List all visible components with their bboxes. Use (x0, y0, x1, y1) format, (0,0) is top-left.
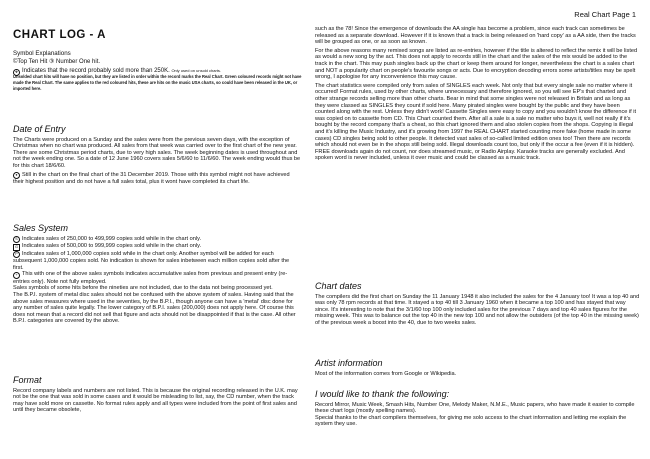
page-title: CHART LOG - A (13, 29, 106, 41)
accumulative-sales-icon: + (13, 272, 20, 279)
still-in-chart-text: Still in the chart on the final chart of the 31 December 2019. Those with this symbol might not have achieved their highest position and do not have a full sales total, plus it wont have completed its chart life. (13, 171, 290, 186)
chart-dates-section (315, 283, 640, 327)
sales-line-2-text: Indicates sales of 500,000 to 999,999 copies sold while in the chart only. (22, 243, 202, 250)
thanks-heading: I would like to thank the following: (315, 389, 450, 399)
artist-information-section (315, 360, 640, 377)
thanks-text-1: Record Mirror, Music Week, Smash Hits, Number One, Melody Maker, N.M.E., Music papers, who have made it easier to compile these chart logs (mostly spelling names). (315, 401, 635, 415)
unsold-note: Unsolded chart hits will have no position, but they are listed in order within the record marks the Real Chart. Green coloured records might not have made the Real Chart. The same applies to the red coloured hits, these are hits on the music USA charts, so could have been released in the UK, or imported here. (13, 74, 302, 92)
sales-line-4-text: This with one of the above sales symbols indicates accumulative sales from previous and present entry (re-entries only). Note not fully employed. (13, 271, 288, 285)
date-of-entry-section (13, 126, 301, 188)
artist-information-text: Most of the information comes from Google or Wikipedia. (315, 370, 457, 377)
page-label: Real Chart Page 1 (574, 10, 636, 19)
right-column (315, 26, 640, 164)
aa-single-text: such as the 78! Since the emergence of downloads the AA single has become a problem, since each track can sometimes be released as a separate download. However if it is known that a track is being released on 'hard copy' as a AA side, then the tracks will be grouped as one, or as soon as known. (315, 26, 636, 46)
format-section (13, 377, 301, 414)
sales-line-4 (13, 271, 301, 285)
date-of-entry-heading: Date of Entry (13, 124, 66, 134)
artist-information-heading: Artist information (315, 358, 383, 368)
symbols-top-ten: ©Top Ten Hit ③ Number One hit. (13, 59, 101, 65)
probably-sold-small-text: Only used on unsold charts. (171, 68, 222, 73)
platinum-sales-icon: P (13, 251, 20, 258)
probably-sold-text: Indicates that the record probably sold more than 250K. (22, 68, 170, 74)
thanks-text-2: Special thanks to the chart compilers themselves, for giving me solo access to the chart information and letting me explain the system they use. (315, 414, 627, 428)
gold-sales-icon: G (13, 244, 20, 251)
sales-line-3 (13, 251, 301, 272)
format-heading: Format (13, 375, 42, 385)
sales-system-heading: Sales System (13, 223, 69, 233)
sales-line-5: Sales symbols of some hits before the nineties are not included, due to the data not being processed yet. (13, 285, 273, 292)
sales-line-1-text: Indicates sales of 250,000 to 499,999 copies sold while in the chart only. (22, 235, 202, 242)
remix-text: For the above reasons many remixed songs are listed as re-entries, however if the title is altered to reflect the remix it will be listed as would a new song by the act. This does not apply to records still in the chart and the sales of the mix would be added to the track in the chart. This may push singles back up the chart or keep them around for longer, nevertheless the chart is a sales chart and NOT a popularity chart on people's favourite songs or acts. Due to encryption decoding errors some artists/titles may be spelt wrong, I apologise for any inconvenience this may cause. (315, 47, 638, 81)
sales-line-2 (13, 243, 301, 251)
thanks-section (315, 391, 640, 428)
chart-dates-heading: Chart dates (315, 281, 362, 291)
symbols-heading: Symbol Explanations (13, 50, 71, 57)
sales-line-1 (13, 236, 301, 244)
silver-sales-icon: S (13, 236, 20, 243)
probably-sold-icon: ❖ (14, 69, 19, 74)
sales-line-3-text: Indicates sales of 1,000,000 copies sold while in the chart only. Another symbol will be added for each subsequent 1,000,000 copies sold. No indication is shown for sales inbetween each million copies sold after the first. (13, 250, 290, 271)
sales-line-6: The B.P.I. system of metal disc sales should not be confused with the above system of sales. Having said that the above sales measures where used in the seventies, by the B.P.I., though anyone can have a 'metal' disc done for any number of sales quite legally. The lower category of B.P.I. sales (200,000) does not apply here. Of course this does not mean that a record did not sell that figure and acts should not be disappointed if that is the case. All other B.P.I. categories are covered by the above. (13, 291, 296, 325)
sales-system-section (13, 225, 301, 325)
format-text: Record company labels and numbers are not listed. This is because the original recording released in the U.K. may not be the one that was sold in some cases and it would be misleading to list, say, the CD number, when the track may have sold more on cassette. No format rules apply and all types were included from the point of first sales and until they became obsolete, (13, 387, 298, 414)
date-of-entry-text: The Charts were produced on a Sunday and the sales were from the previous seven days, with the exception of Christmas when no chart was produced. All sales from that week was carried over to the first chart of the new year. There are some Christmas period charts, due to very high sales. The week beginning dates is used throughout and not the week ending one. So a date of 12 June 1960 covers sales 5/6/60 to 11/6/60. The week ending would thus be for this chart 18/6/60. (13, 136, 301, 169)
still-in-chart-line (13, 172, 301, 186)
still-in-chart-icon: ● (13, 172, 20, 179)
chart-dates-text: The compilers did the first chart on Sunday the 11 January 1948 it also included the sales for the 4 January too! It was a top 40 and was only 78 rpm records at that time. It stayed a top 40 till 3 January 1960 when it became a top 100 and has stayed that way since. It's interesting to note that the 3/1/60 top 100 only included sales for the previous 7 days and top 40 sales figures for the missing week. This was to balance out the top 40 in the new top 100 and not allow the outsiders (of the top 40 in the missing week) of the previous week a boost into the 40, due to two weeks sales. (315, 293, 640, 326)
statistics-text: The chart statistics were compiled only from sales of SINGLES each week. Not only that but every single sale no matter where it occurred! Format rules, used by other charts, where unnecessary and therefore ignored, so you will see EP's that charted and other strange records selling more than other charts. Bear in mind that some singles were not released in Britain and as long as they were classed as SINGLES they count if sold here. Many pirated singles were bought by the public and they have been counted along with the rest. Unless they didn't work! Cassette Singles were easy to copy and you wouldn't know the difference if it was copied on to cassette from CD. This Chart counted them. After all a sale is a sale no matter who buys it, well not really if it's bought by the record company that's a cheat, so this chart ignored them and also stolen copies from the shops. Copying is illegal and it's killing the Music Industry, and it's growing from 1997 the REAL CHART started counting more fake (home made in some cases) CD singles being sold to other people. It detected vast sales of so-called limited edition ones too! Then there are records which should not even be in the shops still being sold. Illegal downloads count too, but only if the occur a fee (even if it is hidden). FREE downloads again do not count, nor does streamed music, or Radio Airplay. Karaoke tracks are generally excluded. And spoken word is never included, unless it over music and could be classed as a music track. (315, 82, 637, 162)
